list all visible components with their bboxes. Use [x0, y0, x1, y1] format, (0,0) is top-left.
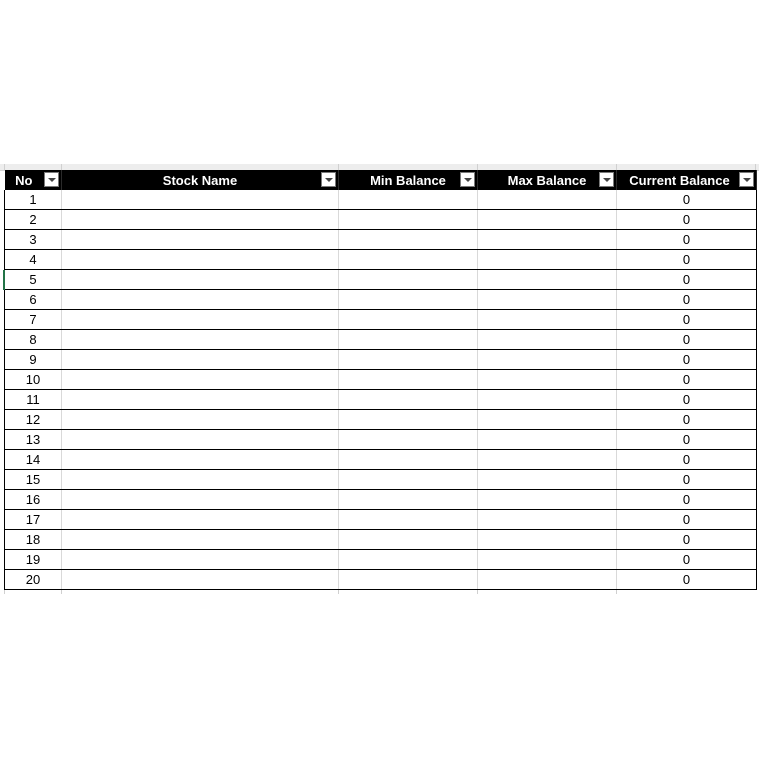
cell-min-balance[interactable] [339, 370, 478, 390]
cell-min-balance[interactable] [339, 470, 478, 490]
cell-stock-name[interactable] [62, 570, 339, 590]
cell-no[interactable]: 3 [5, 230, 62, 250]
cell-min-balance[interactable] [339, 570, 478, 590]
cell-stock-name[interactable] [62, 350, 339, 370]
table-header-row [5, 170, 757, 190]
cell-no[interactable]: 19 [5, 550, 62, 570]
header-current-balance[interactable] [617, 170, 757, 190]
cell-current-balance[interactable]: 0 [617, 230, 757, 250]
cell-max-balance[interactable] [478, 270, 617, 290]
cell-current-balance[interactable]: 0 [617, 570, 757, 590]
cell-stock-name[interactable] [62, 210, 339, 230]
cell-max-balance[interactable] [478, 210, 617, 230]
cell-max-balance[interactable] [478, 390, 617, 410]
cell-current-balance[interactable]: 0 [617, 330, 757, 350]
filter-dropdown-icon[interactable] [739, 172, 754, 187]
cell-max-balance[interactable] [478, 290, 617, 310]
active-cell-indicator [3, 270, 5, 290]
table-row [5, 490, 757, 510]
cell-no[interactable]: 13 [5, 430, 62, 450]
cell-stock-name[interactable] [62, 190, 339, 210]
cell-max-balance[interactable] [478, 570, 617, 590]
cell-max-balance[interactable] [478, 230, 617, 250]
cell-min-balance[interactable] [339, 290, 478, 310]
cell-min-balance[interactable] [339, 490, 478, 510]
table-row [5, 330, 757, 350]
cell-no[interactable]: 10 [5, 370, 62, 390]
cell-no[interactable]: 14 [5, 450, 62, 470]
cell-stock-name[interactable] [62, 530, 339, 550]
cell-no[interactable]: 6 [5, 290, 62, 310]
cell-no[interactable]: 8 [5, 330, 62, 350]
table-row [5, 530, 757, 550]
cell-max-balance[interactable] [478, 510, 617, 530]
cell-min-balance[interactable] [339, 310, 478, 330]
cell-stock-name[interactable] [62, 310, 339, 330]
header-max-balance-label: Max Balance [507, 172, 587, 188]
cell-stock-name[interactable] [62, 470, 339, 490]
cell-no[interactable]: 15 [5, 470, 62, 490]
table-row [5, 550, 757, 570]
cell-min-balance[interactable] [339, 390, 478, 410]
cell-current-balance[interactable]: 0 [617, 550, 757, 570]
cell-stock-name[interactable] [62, 490, 339, 510]
cell-no[interactable]: 12 [5, 410, 62, 430]
table-body [5, 190, 757, 590]
cell-current-balance[interactable]: 0 [617, 450, 757, 470]
cell-min-balance[interactable] [339, 510, 478, 530]
table-row [5, 210, 757, 230]
table-row [5, 290, 757, 310]
table-row [5, 410, 757, 430]
header-no-label: No [15, 172, 33, 188]
cell-current-balance[interactable]: 0 [617, 210, 757, 230]
table-row [5, 450, 757, 470]
cell-current-balance[interactable]: 0 [617, 310, 757, 330]
cell-current-balance[interactable]: 0 [617, 490, 757, 510]
cell-max-balance[interactable] [478, 450, 617, 470]
cell-stock-name[interactable] [62, 270, 339, 290]
filter-dropdown-icon[interactable] [599, 172, 614, 187]
table-row [5, 510, 757, 530]
cell-no[interactable]: 7 [5, 310, 62, 330]
cell-current-balance[interactable]: 0 [617, 510, 757, 530]
header-stock-name[interactable] [62, 170, 339, 190]
cell-max-balance[interactable] [478, 430, 617, 450]
table-row [5, 570, 757, 590]
header-no[interactable] [5, 170, 62, 190]
table-row [5, 190, 757, 210]
cell-min-balance[interactable] [339, 230, 478, 250]
gridline [61, 590, 62, 594]
cell-current-balance[interactable]: 0 [617, 370, 757, 390]
cell-no[interactable]: 4 [5, 250, 62, 270]
gridline [616, 590, 617, 594]
cell-min-balance[interactable] [339, 550, 478, 570]
cell-stock-name[interactable] [62, 290, 339, 310]
cell-min-balance[interactable] [339, 350, 478, 370]
cell-min-balance[interactable] [339, 250, 478, 270]
cell-stock-name[interactable] [62, 430, 339, 450]
cell-min-balance[interactable] [339, 410, 478, 430]
spreadsheet-area [0, 164, 759, 594]
cell-min-balance[interactable] [339, 270, 478, 290]
cell-no[interactable]: 1 [5, 190, 62, 210]
filter-dropdown-icon[interactable] [44, 172, 59, 187]
gridline [338, 590, 339, 594]
cell-current-balance[interactable]: 0 [617, 270, 757, 290]
cell-max-balance[interactable] [478, 550, 617, 570]
cell-current-balance[interactable]: 0 [617, 290, 757, 310]
header-min-balance[interactable] [339, 170, 478, 190]
cell-no[interactable]: 20 [5, 570, 62, 590]
table-row [5, 270, 757, 290]
cell-current-balance[interactable]: 0 [617, 530, 757, 550]
cell-min-balance[interactable] [339, 430, 478, 450]
cell-stock-name[interactable] [62, 510, 339, 530]
cell-max-balance[interactable] [478, 490, 617, 510]
header-min-balance-label: Min Balance [370, 172, 446, 188]
cell-no[interactable]: 16 [5, 490, 62, 510]
table-row [5, 470, 757, 490]
gridline [4, 590, 5, 594]
cell-current-balance[interactable]: 0 [617, 190, 757, 210]
cell-max-balance[interactable] [478, 530, 617, 550]
cell-min-balance[interactable] [339, 210, 478, 230]
cell-no[interactable]: 2 [5, 210, 62, 230]
header-current-balance-label: Current Balance [629, 172, 730, 188]
gridline [477, 590, 478, 594]
cell-no[interactable]: 17 [5, 510, 62, 530]
cell-max-balance[interactable] [478, 370, 617, 390]
cell-stock-name[interactable] [62, 250, 339, 270]
cell-max-balance[interactable] [478, 350, 617, 370]
cell-min-balance[interactable] [339, 450, 478, 470]
cell-current-balance[interactable]: 0 [617, 350, 757, 370]
cell-current-balance[interactable]: 0 [617, 470, 757, 490]
cell-max-balance[interactable] [478, 310, 617, 330]
cell-current-balance[interactable]: 0 [617, 410, 757, 430]
table-row [5, 430, 757, 450]
cell-current-balance[interactable]: 0 [617, 390, 757, 410]
filter-dropdown-icon[interactable] [321, 172, 336, 187]
cell-max-balance[interactable] [478, 470, 617, 490]
cell-no[interactable]: 9 [5, 350, 62, 370]
table-row [5, 390, 757, 410]
cell-min-balance[interactable] [339, 530, 478, 550]
cell-current-balance[interactable]: 0 [617, 250, 757, 270]
cell-stock-name[interactable] [62, 450, 339, 470]
cell-min-balance[interactable] [339, 330, 478, 350]
cell-current-balance[interactable]: 0 [617, 430, 757, 450]
cell-stock-name[interactable] [62, 390, 339, 410]
header-stock-name-label: Stock Name [162, 172, 238, 188]
cell-stock-name[interactable] [62, 410, 339, 430]
cell-max-balance[interactable] [478, 330, 617, 350]
cell-no[interactable]: 5 [5, 270, 62, 290]
cell-min-balance[interactable] [339, 190, 478, 210]
header-max-balance[interactable] [478, 170, 617, 190]
cell-no[interactable]: 18 [5, 530, 62, 550]
filter-dropdown-icon[interactable] [460, 172, 475, 187]
table-row [5, 310, 757, 330]
cell-no[interactable]: 11 [5, 390, 62, 410]
stock-table [4, 170, 757, 590]
table-row [5, 350, 757, 370]
table-row [5, 250, 757, 270]
cell-stock-name[interactable] [62, 330, 339, 350]
cell-max-balance[interactable] [478, 190, 617, 210]
table-row [5, 370, 757, 390]
table-row [5, 230, 757, 250]
cell-stock-name[interactable] [62, 550, 339, 570]
cell-max-balance[interactable] [478, 410, 617, 430]
cell-stock-name[interactable] [62, 230, 339, 250]
cell-stock-name[interactable] [62, 370, 339, 390]
cell-max-balance[interactable] [478, 250, 617, 270]
